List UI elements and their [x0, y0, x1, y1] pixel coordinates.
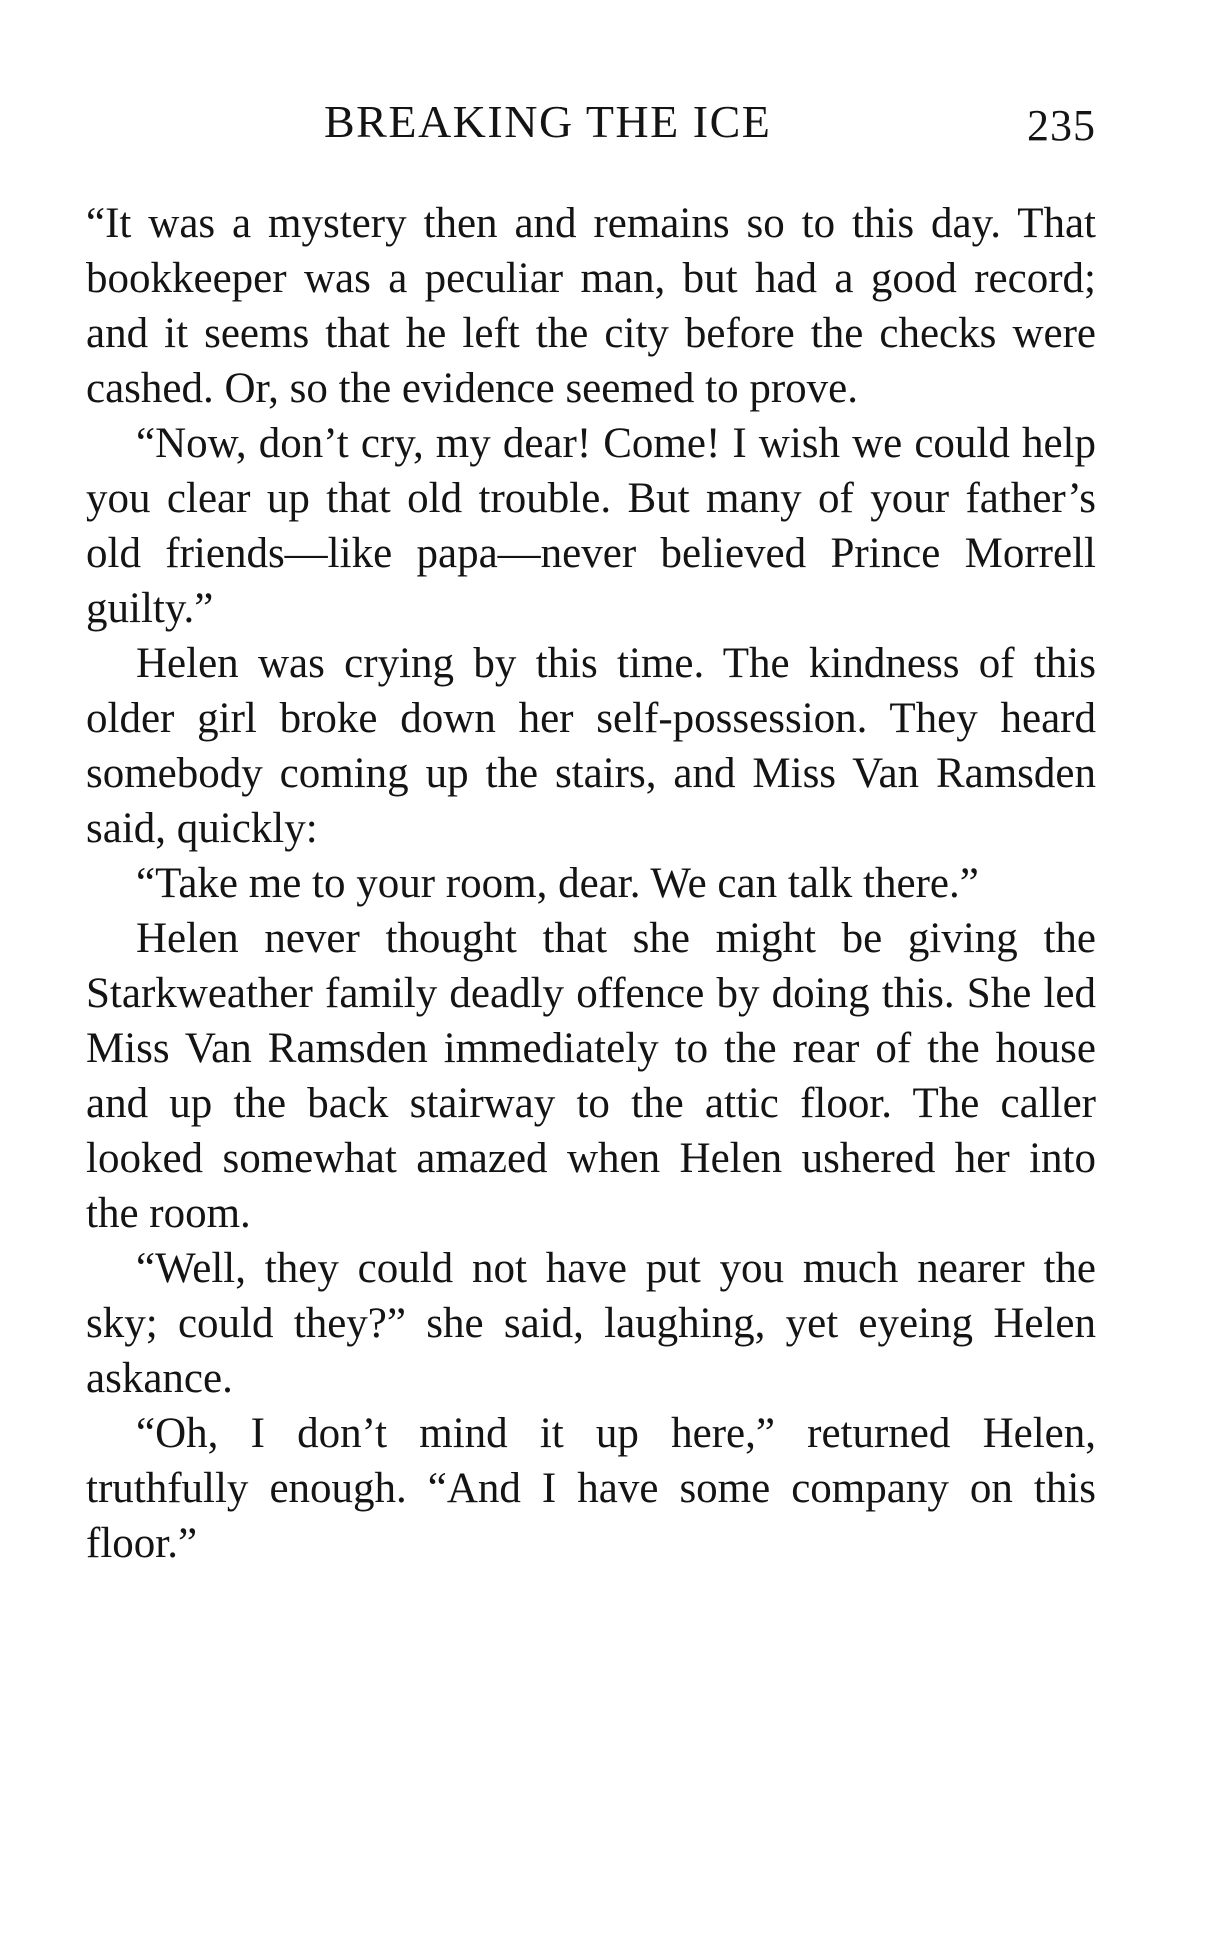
page-number: 235	[1027, 101, 1096, 150]
paragraph-2: “Now, don’t cry, my dear! Come! I wish we could help you clear up that old trouble. But many of your father’s old friends—like papa—never believed Prince Morrell guilty.”	[86, 420, 1096, 632]
running-title: BREAKING THE ICE	[324, 96, 772, 147]
paragraph-5: Helen never thought that she might be giving the Starkweather family deadly offence by doing this. She led Miss Van Ramsden immediately to the rear of the house and up the back stairway to the attic floor. The caller looked somewhat amazed when Helen ushered her into the room.	[86, 915, 1096, 1237]
running-head	[86, 92, 1096, 152]
body-text	[86, 196, 1096, 1571]
paragraph-7: “Oh, I don’t mind it up here,” returned Helen, truthfully enough. “And I have some company on this floor.”	[86, 1410, 1096, 1567]
paragraph-4: “Take me to your room, dear. We can talk there.”	[136, 860, 979, 907]
paragraph-1: “It was a mystery then and remains so to this day. That bookkeeper was a peculiar man, but had a good record; and it seems that he left the city before the checks were cashed. Or, so the evidence seemed to prove.	[86, 200, 1096, 412]
paragraph-3: Helen was crying by this time. The kindness of this older girl broke down her self-possession. They heard somebody coming up the stairs, and Miss Van Ramsden said, quickly:	[86, 640, 1096, 852]
paragraph-6: “Well, they could not have put you much nearer the sky; could they?” she said, laughing, yet eyeing Helen askance.	[86, 1245, 1096, 1402]
